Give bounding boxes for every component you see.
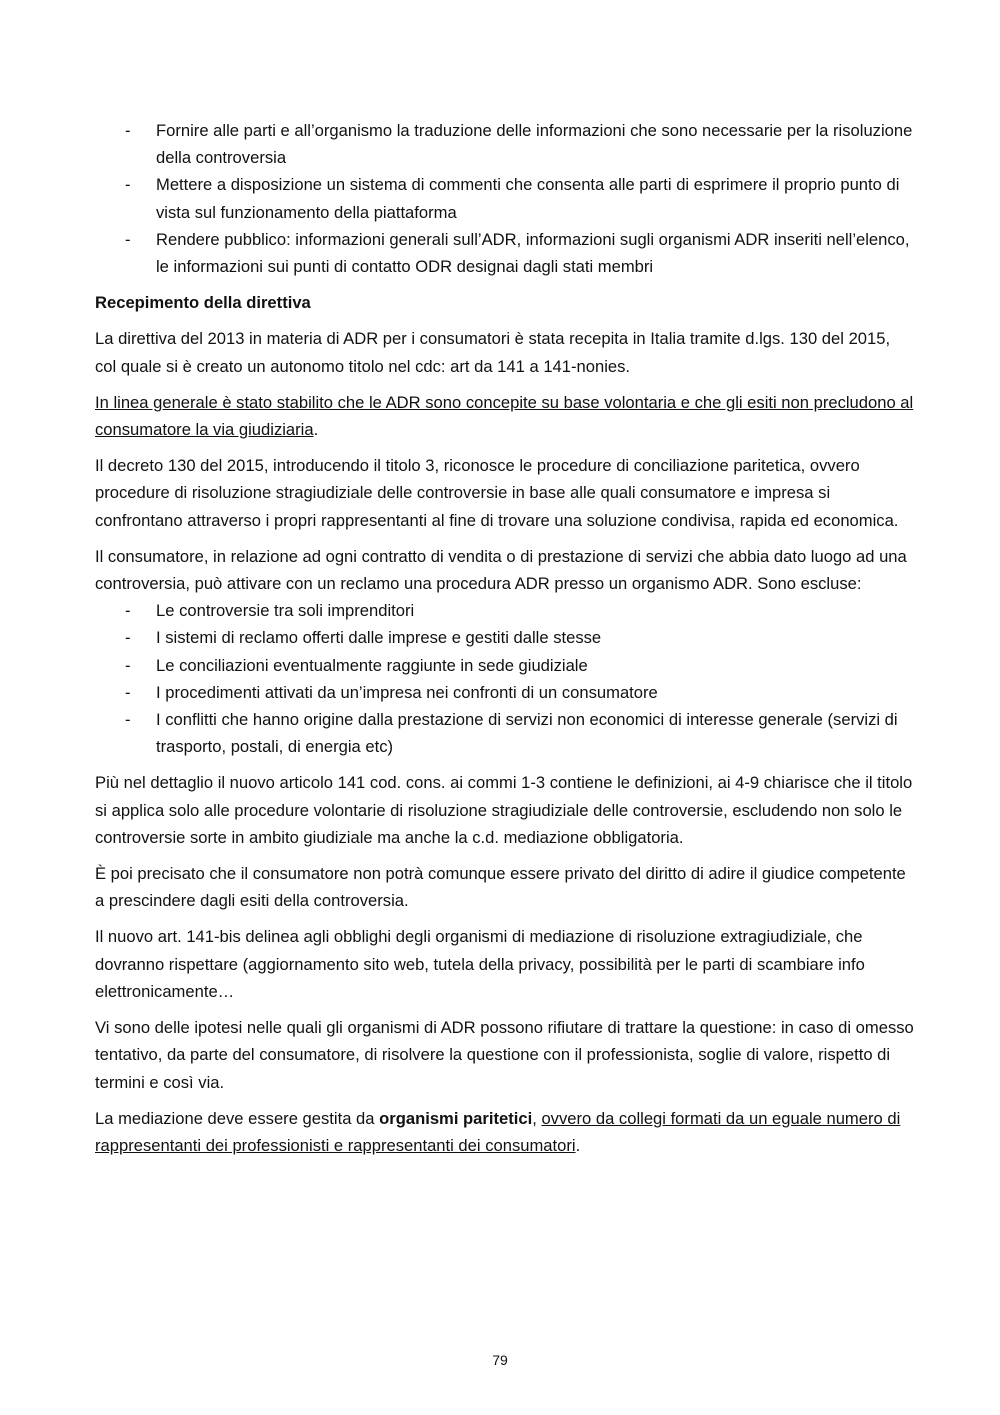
paragraph-refusal-cases: Vi sono delle ipotesi nelle quali gli organismi di ADR possono rifiutare di trattare la questione: in caso di omesso tentativo, da parte del consumatore, di risolvere la questione con il professionista, soglie di valore, rispetto di termini e così via. [95, 1018, 914, 1092]
list-item-text: I procedimenti attivati da un’impresa nei confronti di un consumatore [156, 682, 658, 702]
paragraph-decree: Il decreto 130 del 2015, introducendo il titolo 3, riconosce le procedure di conciliazione paritetica, ovvero procedure di risoluzione stragiudiziale delle controversie in base alle quali consumatore e impresa si confrontano attraverso i propri rappresentanti al fine di trovare una soluzione condivisa, rapida ed economica. [95, 456, 899, 530]
list-item [95, 679, 915, 706]
dash-bullet: - [125, 655, 131, 675]
list-item-text: Le conciliazioni eventualmente raggiunte in sede giudiziale [156, 655, 588, 675]
dash-bullet: - [125, 601, 131, 621]
dash-bullet: - [125, 682, 131, 702]
list-item-text: I conflitti che hanno origine dalla prestazione di servizi non economici di interesse generale (servizi di trasporto, postali, di energia etc) [156, 710, 898, 757]
bold-text: organismi paritetici [379, 1108, 533, 1128]
list-item-text: Fornire alle parti e all’organismo la traduzione delle informazioni che sono necessarie per la risoluzione della controversia [156, 121, 913, 168]
list-item [95, 226, 915, 280]
dash-bullet: - [125, 628, 131, 648]
document-page [95, 117, 915, 1159]
paragraph-mediation [95, 1105, 915, 1159]
paragraph-general-rule [95, 389, 915, 443]
obligations-list [95, 117, 915, 280]
underlined-text: ovvero da collegi formati da un eguale numero di rappresentanti dei professionisti e rappresentanti dei consumatori [95, 1108, 901, 1155]
paragraph-directive: La direttiva del 2013 in materia di ADR per i consumatori è stata recepita in Italia tramite d.lgs. 130 del 2015, col quale si è creato un autonomo titolo nel cdc: art da 141 a 141-nonies. [95, 329, 891, 376]
page-number: 79 [492, 1352, 508, 1368]
comma: , [532, 1108, 542, 1128]
dash-bullet: - [125, 121, 131, 140]
dash-bullet: - [125, 710, 131, 730]
dash-bullet: - [125, 229, 131, 249]
list-item [95, 706, 915, 760]
paragraph-start: La mediazione deve essere gestita da [95, 1108, 380, 1128]
dash-bullet: - [125, 175, 131, 195]
paragraph-consumer: Il consumatore, in relazione ad ogni contratto di vendita o di prestazione di servizi che abbia dato luogo ad una controversia, può attivare con un reclamo una procedura ADR presso un organismo ADR. Sono escluse: [95, 546, 907, 594]
list-item [95, 597, 915, 624]
list-item-text: Rendere pubblico: informazioni generali sull’ADR, informazioni sugli organismi ADR inseriti nell’elenco, le informazioni sui punti di contatto ODR designai dagli stati membri [156, 229, 910, 277]
list-item [95, 624, 915, 651]
list-item-text: I sistemi di reclamo offerti dalle imprese e gestiti dalle stesse [156, 628, 602, 648]
underlined-text: In linea generale è stato stabilito che le ADR sono concepite su base volontaria e che gli esiti non precludono al consumatore la via giudiziaria [95, 392, 914, 440]
section-heading: Recepimento della direttiva [95, 293, 311, 313]
list-item [95, 117, 915, 171]
list-item [95, 652, 915, 679]
paragraph-article-141: Più nel dettaglio il nuovo articolo 141 cod. cons. ai commi 1-3 contiene le definizioni, ai 4-9 chiarisce che il titolo si applica solo alle procedure volontarie di risoluzione stragiudiziale delle controversie, escludendo non solo le controversie sorte in ambito giudiziale ma anche la c.d. mediazione obbligatoria. [95, 773, 913, 847]
paragraph-judge-right: È poi precisato che il consumatore non potrà comunque essere privato del diritto di adire il giudice competente a prescindere dagli esiti della controversia. [95, 864, 906, 911]
list-item-text: Mettere a disposizione un sistema di commenti che consenta alle parti di esprimere il proprio punto di vista sul funzionamento della piattaforma [156, 175, 900, 222]
paragraph-tail: . [313, 420, 319, 440]
list-item-text: Le controversie tra soli imprenditori [156, 601, 415, 621]
paragraph-tail: . [575, 1135, 581, 1155]
list-item [95, 171, 915, 225]
exclusions-list [95, 597, 915, 760]
paragraph-article-141-bis: Il nuovo art. 141-bis delinea agli obblighi degli organismi di mediazione di risoluzione extragiudiziale, che dovranno rispettare (aggiornamento sito web, tutela della privacy, possibilità per le parti di scambiare info elettronicamente… [95, 927, 865, 1001]
